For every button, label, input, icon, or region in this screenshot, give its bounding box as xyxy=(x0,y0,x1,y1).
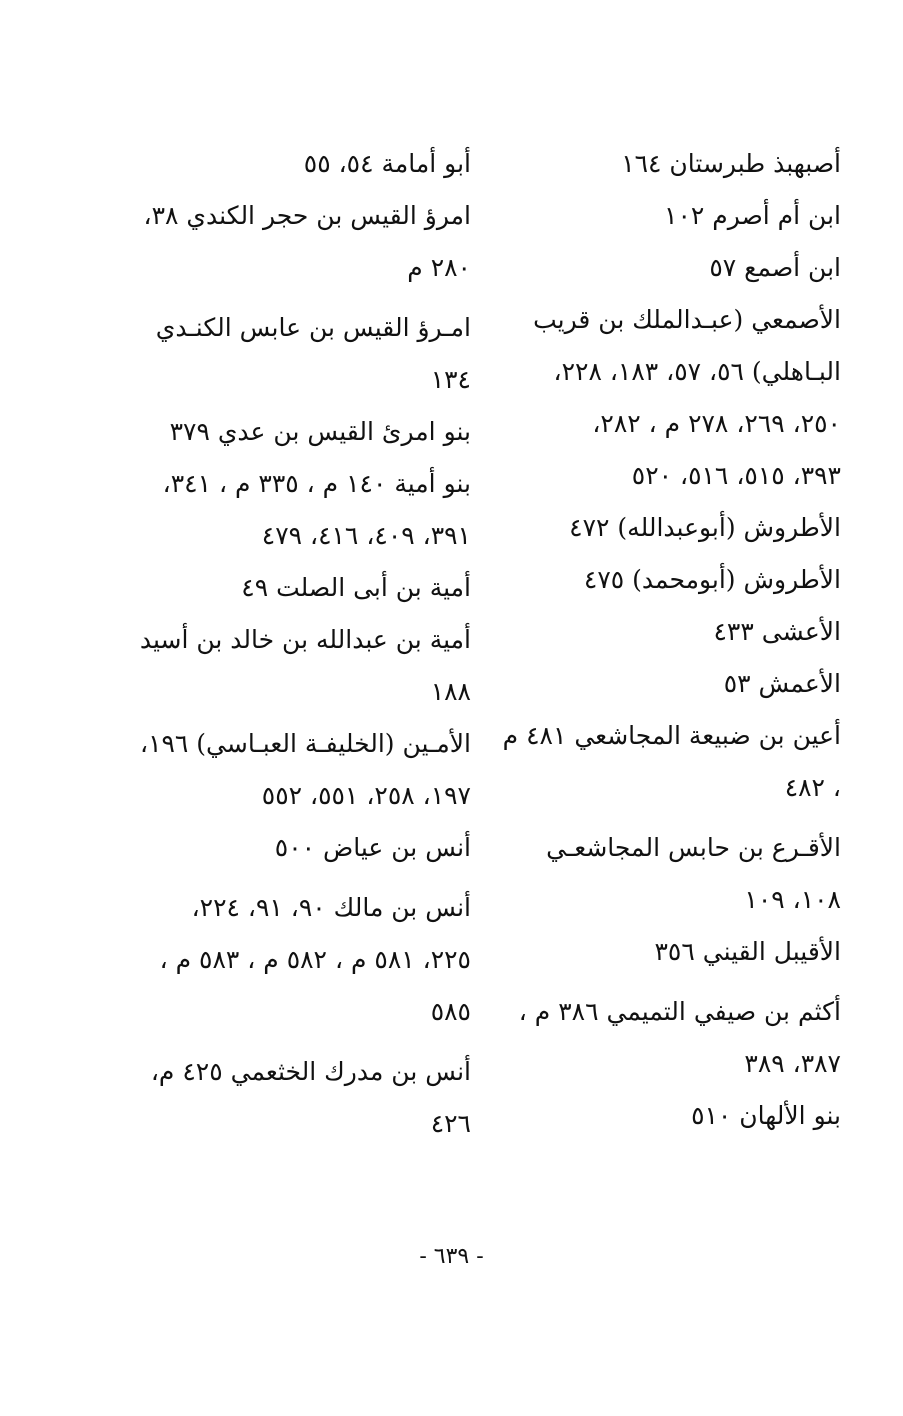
index-entry xyxy=(496,606,841,658)
entry-line: أصبهبذ طبرستان ١٦٤ xyxy=(621,149,841,178)
index-entry xyxy=(126,190,471,294)
index-entry xyxy=(126,1046,471,1150)
index-entry xyxy=(496,710,841,814)
entry-line: الأعشى ٤٣٣ xyxy=(713,617,841,646)
entry-line: أعين بن ضبيعة المجاشعي ٤٨١ م xyxy=(502,721,841,750)
entry-line: ٥٨٥ xyxy=(430,997,471,1026)
index-column-right xyxy=(496,138,841,1142)
entry-line: بنو الألهان ٥١٠ xyxy=(691,1101,841,1130)
index-entry xyxy=(496,1090,841,1142)
entry-line: أنس بن مالك ٩٠، ٩١، ٢٢٤، xyxy=(191,893,471,922)
entry-line: أنس بن عياض ٥٠٠ xyxy=(274,833,471,862)
entry-line: بنو أمية ١٤٠ م ، ٣٣٥ م ، ٣٤١، xyxy=(162,469,471,498)
index-entry xyxy=(496,658,841,710)
index-entry xyxy=(126,138,471,190)
index-entry xyxy=(496,502,841,554)
entry-line: الأمـين (الخليفـة العبـاسي) ١٩٦، xyxy=(139,729,471,758)
index-entry xyxy=(126,458,471,562)
entry-line: ١٩٧، ٢٥٨، ٥٥١، ٥٥٢ xyxy=(261,781,471,810)
entry-line: الأقـرع بن حابس المجاشعـي xyxy=(546,833,841,862)
entry-line: ابن أم أصرم ١٠٢ xyxy=(664,201,841,230)
index-entry xyxy=(496,242,841,294)
entry-line: ابن أصمع ٥٧ xyxy=(709,253,841,282)
index-entry xyxy=(126,406,471,458)
index-entry xyxy=(496,986,841,1090)
entry-line: ٣٩١، ٤٠٩، ٤١٦، ٤٧٩ xyxy=(261,521,471,550)
entry-line: أمية بن أبى الصلت ٤٩ xyxy=(241,573,471,602)
index-entry xyxy=(126,718,471,822)
entry-line: الأصمعي (عبـدالملك بن قريب xyxy=(533,305,841,334)
entry-line: ١٠٨، ١٠٩ xyxy=(744,885,841,914)
index-column-left xyxy=(126,138,471,1150)
entry-line: الأطروش (أبومحمد) ٤٧٥ xyxy=(583,565,841,594)
index-entry xyxy=(496,138,841,190)
entry-line: الأعمش ٥٣ xyxy=(723,669,841,698)
entry-line: ٢٢٥، ٥٨١ م ، ٥٨٢ م ، ٥٨٣ م ، xyxy=(159,945,471,974)
entry-line: أمية بن عبدالله بن خالد بن أسيد xyxy=(139,625,471,654)
entry-line: أنس بن مدرك الخثعمي ٤٢٥ م، xyxy=(150,1057,471,1086)
entry-line: ١٣٤ xyxy=(430,365,471,394)
index-entry xyxy=(496,190,841,242)
entry-line: بنو امرئ القيس بن عدي ٣٧٩ xyxy=(169,417,471,446)
index-entry xyxy=(126,302,471,406)
index-entry xyxy=(496,822,841,926)
entry-line: ٤٢٦ xyxy=(430,1109,471,1138)
index-entry xyxy=(126,822,471,874)
entry-line: ٢٥٠، ٢٦٩، ٢٧٨ م ، ٢٨٢، xyxy=(592,409,841,438)
entry-line: ، ٤٨٢ xyxy=(784,773,841,802)
entry-line: ١٨٨ xyxy=(430,677,471,706)
index-entry xyxy=(126,882,471,1038)
page-number: - ٦٣٩ - xyxy=(419,1244,484,1269)
index-entry xyxy=(496,554,841,606)
index-entry xyxy=(126,614,471,718)
entry-line: ٢٨٠ م xyxy=(407,253,471,282)
entry-line: ٣٩٣، ٥١٥، ٥١٦، ٥٢٠ xyxy=(631,461,841,490)
entry-line: امـرؤ القيس بن عابس الكنـدي xyxy=(155,313,471,342)
entry-line: الأطروش (أبوعبدالله) ٤٧٢ xyxy=(569,513,841,542)
index-entry xyxy=(126,562,471,614)
index-entry xyxy=(496,926,841,978)
entry-line: الأقيبل القيني ٣٥٦ xyxy=(654,937,841,966)
entry-line: أكثم بن صيفي التميمي ٣٨٦ م ، xyxy=(518,997,841,1026)
index-entry xyxy=(496,294,841,502)
entry-line: امرؤ القيس بن حجر الكندي ٣٨، xyxy=(143,201,471,230)
entry-line: أبو أمامة ٥٤، ٥٥ xyxy=(303,149,471,178)
entry-line: البـاهلي) ٥٦، ٥٧، ١٨٣، ٢٢٨، xyxy=(553,357,841,386)
entry-line: ٣٨٧، ٣٨٩ xyxy=(744,1049,841,1078)
